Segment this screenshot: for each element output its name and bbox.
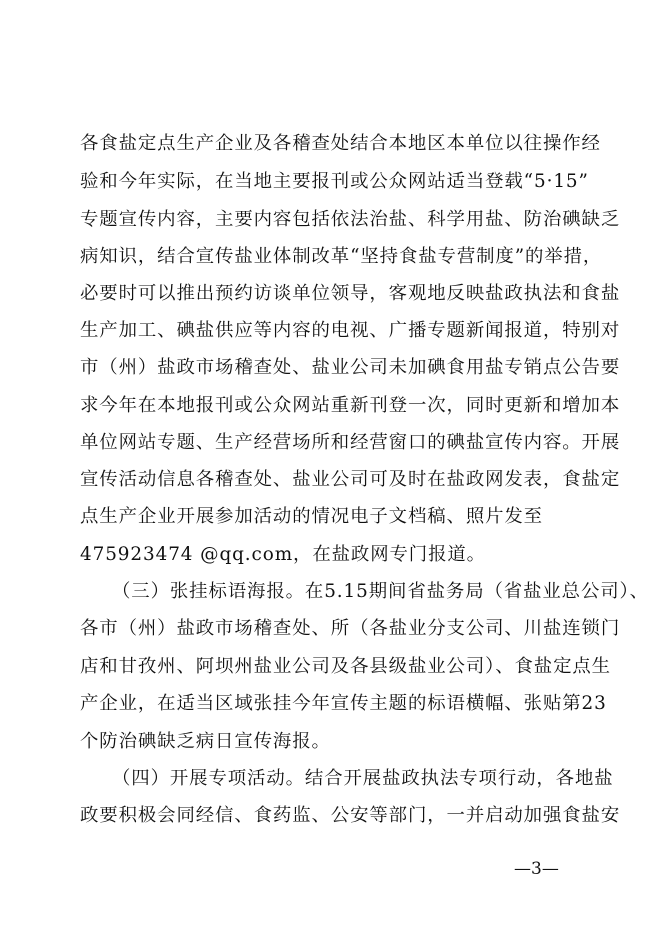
body-text-line: 各市（州）盐政市场稽查处、所（各盐业分支公司、川盐连锁门 <box>80 618 621 639</box>
body-text-line: 病知识，结合宣传盐业体制改革“坚持食盐专营制度”的举措， <box>80 246 603 267</box>
section-heading-line: （四）开展专项活动。结合开展盐政执法专项行动，各地盐 <box>112 768 614 789</box>
body-text-line: 专题宣传内容，主要内容包括依法治盐、科学用盐、防治碘缺乏 <box>80 209 621 230</box>
body-text-line: 单位网站专题、生产经营场所和经营窗口的碘盐宣传内容。开展 <box>80 432 621 453</box>
body-text-line: 验和今年实际，在当地主要报刊或公众网站适当登载“5·15” <box>80 171 589 192</box>
body-text-line: 各食盐定点生产企业及各稽查处结合本地区本单位以往操作经 <box>80 133 601 154</box>
section-heading-line: （三）张挂标语海报。在5.15期间省盐务局（省盐业总公司）、 <box>112 581 649 602</box>
body-text-line: 必要时可以推出预约访谈单位领导，客观地反映盐政执法和食盐 <box>80 283 621 304</box>
page-number: —3— <box>514 859 559 879</box>
body-text-line: 475923474 @qq.com，在盐政网专门报道。 <box>80 544 486 565</box>
body-text-line: 个防治碘缺乏病日宣传海报。 <box>80 731 331 752</box>
body-text-line: 政要积极会同经信、食药监、公安等部门，一并启动加强食盐安 <box>80 805 621 826</box>
body-text-line: 产企业，在适当区域张挂今年宣传主题的标语横幅、张贴第23 <box>80 693 607 714</box>
body-text-line: 市（州）盐政市场稽查处、盐业公司未加碘食用盐专销点公告要 <box>80 357 621 378</box>
body-text-line: 店和甘孜州、阿坝州盐业公司及各县级盐业公司）、食盐定点生 <box>80 656 611 677</box>
body-text-line: 求今年在本地报刊或公众网站重新刊登一次，同时更新和增加本 <box>80 395 621 416</box>
body-text-line: 点生产企业开展参加活动的情况电子文档稿、照片发至 <box>80 506 543 527</box>
body-text-line: 生产加工、碘盐供应等内容的电视、广播专题新闻报道，特别对 <box>80 320 621 341</box>
body-text-line: 宣传活动信息各稽查处、盐业公司可及时在盐政网发表，食盐定 <box>80 469 621 490</box>
